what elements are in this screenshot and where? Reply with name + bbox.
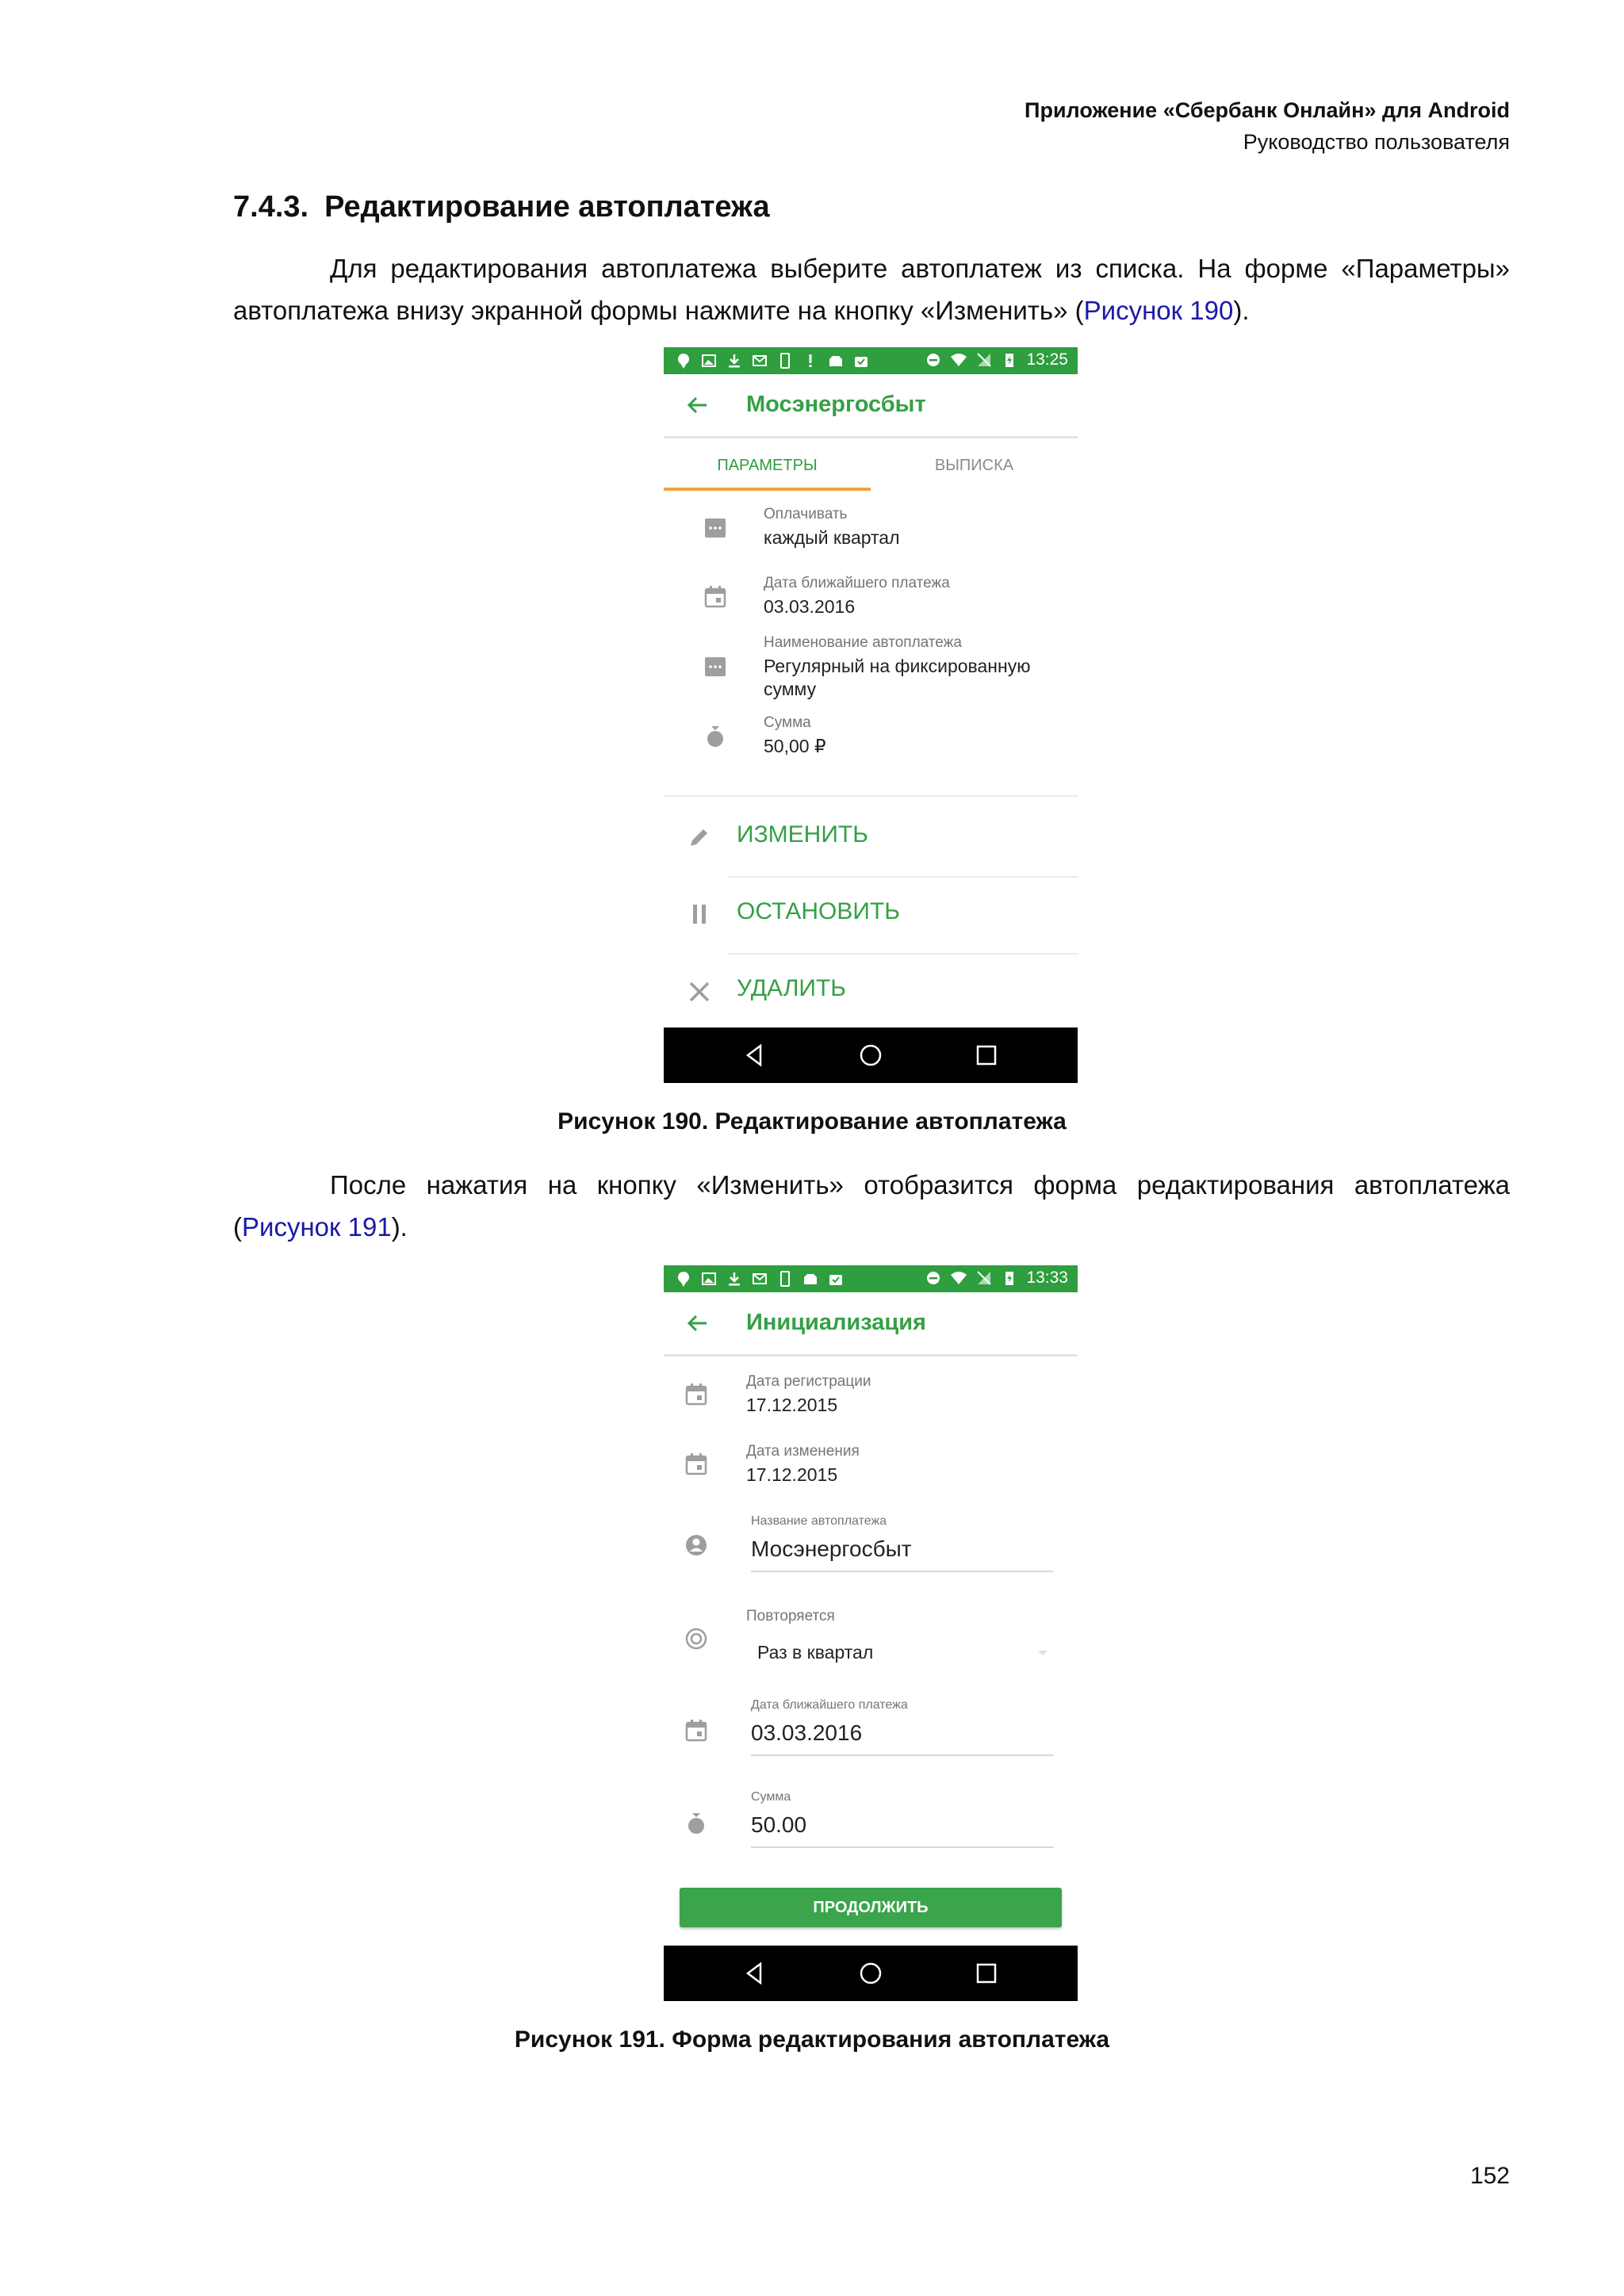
no-signal-icon	[975, 1269, 993, 1287]
registration-date-value: 17.12.2015	[746, 1395, 838, 1415]
input-underline	[751, 1571, 1054, 1572]
divider	[727, 953, 1078, 955]
page-number: 152	[1469, 2163, 1510, 2189]
nav-back-icon[interactable]	[741, 1960, 768, 1987]
more-icon	[703, 655, 727, 679]
back-arrow-icon[interactable]	[684, 1310, 711, 1337]
calendar-icon	[684, 1452, 708, 1476]
input-underline	[751, 1846, 1054, 1848]
do-not-disturb-icon	[925, 1269, 942, 1287]
screenshot-edit-form	[664, 1265, 1078, 2001]
next-payment-date-field-label: Дата ближайшего платежа	[751, 1698, 908, 1712]
amount-label: Сумма	[764, 714, 811, 731]
dropdown-arrow-icon[interactable]	[1036, 1649, 1049, 1657]
status-time: 13:25	[1026, 350, 1068, 369]
tab-statement[interactable]: ВЫПИСКА	[934, 457, 1014, 474]
paragraph-2-text: После нажатия на кнопку «Изменить» отобразится форма редактирования автоплатежа (	[233, 1170, 1510, 1242]
pencil-icon	[688, 825, 711, 849]
pay-frequency-label: Оплачивать	[764, 506, 848, 522]
amount-input[interactable]: 50.00	[751, 1812, 807, 1837]
location-icon	[675, 1270, 692, 1288]
section-heading	[233, 190, 786, 224]
battery-charging-icon	[1001, 351, 1018, 369]
image-icon	[700, 352, 718, 369]
more-icon	[703, 516, 727, 540]
divider	[664, 795, 1078, 797]
input-underline	[751, 1755, 1054, 1756]
mail-icon	[751, 352, 768, 369]
app-title: Инициализация	[746, 1310, 926, 1335]
pause-icon	[688, 902, 711, 926]
status-time: 13:33	[1026, 1269, 1068, 1287]
do-not-disturb-icon	[925, 351, 942, 369]
section-title: Редактирование автоплатежа	[324, 190, 770, 224]
continue-button[interactable]: ПРОДОЛЖИТЬ	[680, 1888, 1062, 1927]
alert-icon	[802, 352, 819, 369]
money-bag-icon	[703, 724, 727, 748]
no-signal-icon	[975, 351, 993, 369]
tab-bar	[664, 438, 1078, 491]
nav-recents-icon[interactable]	[973, 1960, 1000, 1987]
close-icon	[688, 980, 711, 1004]
inbox-icon	[827, 352, 845, 369]
figure-190-caption: Рисунок 190. Редактирование автоплатежа	[557, 1108, 1067, 1135]
next-payment-date-label: Дата ближайшего платежа	[764, 575, 950, 591]
system-nav-bar	[664, 1946, 1078, 2001]
radio-target-icon	[684, 1627, 708, 1651]
wifi-icon	[950, 1269, 967, 1287]
location-icon	[675, 352, 692, 369]
check-bag-icon	[852, 352, 870, 369]
document-header-subtitle: Руководство пользователя	[1243, 130, 1510, 154]
download-icon	[726, 352, 743, 369]
screenshot-parameters	[664, 347, 1078, 1083]
figure-190-link[interactable]: Рисунок 190	[1083, 296, 1234, 325]
inbox-icon	[802, 1270, 819, 1288]
calendar-icon	[684, 1383, 708, 1406]
change-date-value: 17.12.2015	[746, 1464, 838, 1485]
money-bag-icon	[684, 1811, 708, 1835]
download-icon	[726, 1270, 743, 1288]
mail-icon	[751, 1270, 768, 1288]
back-arrow-icon[interactable]	[684, 392, 711, 419]
app-title: Мосэнергосбыт	[746, 392, 926, 417]
nav-recents-icon[interactable]	[973, 1042, 1000, 1069]
app-bar	[664, 1292, 1078, 1357]
tab-parameters[interactable]: ПАРАМЕТРЫ	[664, 438, 871, 491]
change-date-label: Дата изменения	[746, 1443, 860, 1460]
check-bag-icon	[827, 1270, 845, 1288]
stop-button[interactable]: ОСТАНОВИТЬ	[737, 898, 900, 924]
system-nav-bar	[664, 1027, 1078, 1083]
delete-button[interactable]: УДАЛИТЬ	[737, 975, 846, 1001]
document-header-title: Приложение «Сбербанк Онлайн» для Android	[1025, 98, 1510, 122]
autopayment-name-input[interactable]: Мосэнергосбыт	[751, 1536, 912, 1561]
paragraph-1-tail: ).	[1233, 296, 1250, 325]
autopayment-name-value: Регулярный на фиксированную сумму	[764, 656, 1031, 699]
paragraph-2	[233, 1164, 1510, 1248]
calendar-icon	[684, 1719, 708, 1743]
phone-icon	[776, 352, 794, 369]
paragraph-1	[233, 247, 1510, 331]
autopayment-name-label: Наименование автоплатежа	[764, 634, 962, 651]
paragraph-2-tail: ).	[391, 1212, 408, 1242]
pay-frequency-value: каждый квартал	[764, 527, 900, 548]
next-payment-date-input[interactable]: 03.03.2016	[751, 1720, 863, 1745]
wifi-icon	[950, 351, 967, 369]
app-bar	[664, 374, 1078, 438]
battery-charging-icon	[1001, 1269, 1018, 1287]
section-number: 7.4.3.	[233, 190, 309, 224]
figure-191-caption: Рисунок 191. Форма редактирования автоплатежа	[514, 2026, 1110, 2053]
divider	[727, 876, 1078, 878]
calendar-icon	[703, 585, 727, 609]
nav-home-icon[interactable]	[857, 1042, 884, 1069]
account-circle-icon	[684, 1533, 708, 1557]
amount-field-label: Сумма	[751, 1790, 791, 1804]
paragraph-1-text: Для редактирования автоплатежа выберите автоплатеж из списка. На форме «Параметры» автоплатежа внизу экранной формы нажмите на кнопку «Изменить» (	[233, 254, 1510, 325]
nav-home-icon[interactable]	[857, 1960, 884, 1987]
status-bar	[664, 1265, 1078, 1292]
repeat-label: Повторяется	[746, 1608, 835, 1624]
repeat-select[interactable]: Раз в квартал	[757, 1642, 874, 1663]
nav-back-icon[interactable]	[741, 1042, 768, 1069]
registration-date-label: Дата регистрации	[746, 1373, 871, 1390]
autopayment-name-field-label: Название автоплатежа	[751, 1514, 887, 1528]
edit-button[interactable]: ИЗМЕНИТЬ	[737, 821, 868, 848]
figure-191-link[interactable]: Рисунок 191	[242, 1212, 392, 1242]
status-bar	[664, 347, 1078, 374]
image-icon	[700, 1270, 718, 1288]
amount-value: 50,00 ₽	[764, 736, 826, 756]
phone-icon	[776, 1270, 794, 1288]
next-payment-date-value: 03.03.2016	[764, 596, 856, 617]
